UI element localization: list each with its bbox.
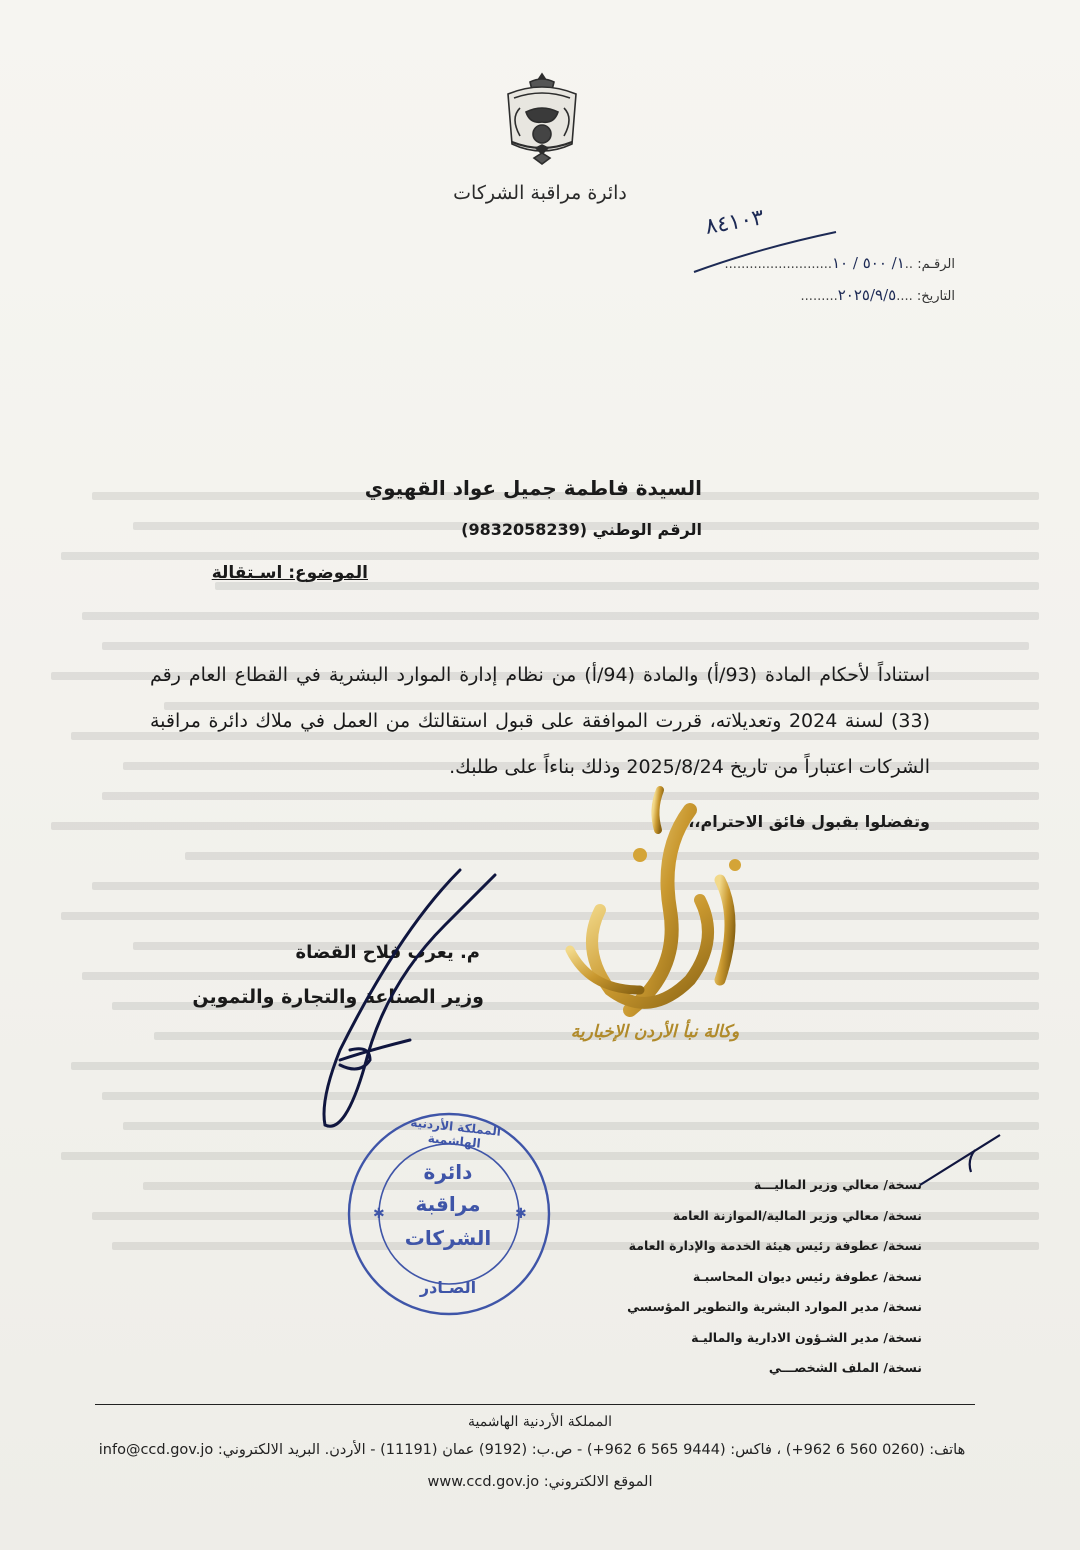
- letter-body: استناداً لأحكام المادة (93/أ) والمادة (94/أ) من نظام إدارة الموارد البشرية في القطاع العام رقم (33) لسنة 2024 وتعديلاته، قررت الموافقة على قبول استقالتك من العمل في ملاك دائرة مراقبة الشركات اعتباراً من تاريخ 2025/8/24 وذلك بناءاً على طلبك.: [150, 664, 931, 778]
- svg-text:✱: ✱: [373, 1206, 385, 1222]
- signer-title: وزير الصناعة والتجارة والتموين: [192, 986, 484, 1008]
- closing-regards: وتفضلوا بقبول فائق الاحترام،،،: [682, 812, 930, 831]
- copy-recipient: نسخة/ الملف الشخصـــي: [768, 1360, 922, 1375]
- reference-number-value: ١/ ٥٠٠ / ١٠: [832, 254, 905, 272]
- letter-subject: الموضوع: اسـتقالة: [211, 563, 368, 583]
- news-agency-watermark-logo: [540, 770, 770, 1060]
- copy-recipient: نسخة/ مدير الشـؤون الادارية والماليـة: [691, 1329, 922, 1345]
- reference-number-row: الرقـم: ..١/ ٥٠٠ / ١٠..........................: [724, 254, 955, 272]
- signer-name: م. يعرب فلاح القضاة: [295, 942, 480, 963]
- copy-recipient: نسخة/ معالي وزير الماليـــة: [753, 1177, 922, 1192]
- footer-divider: [95, 1404, 975, 1405]
- stamp-ring-text: المملكة الأردنية الهاشمية: [409, 1115, 502, 1151]
- svg-text:✱: ✱: [515, 1206, 527, 1222]
- department-name: دائرة مراقبة الشركات: [453, 182, 627, 204]
- stamp-bottom-text: الصـادر: [419, 1278, 477, 1297]
- footer-contact-info: هاتف: (0260 560 6 962+) ، فاكس: (9444 565 6 962+) - ص.ب: (9192) عمان (11191) - الأردن. البريد الالكتروني: info@ccd.gov.jo: [98, 1442, 966, 1458]
- signature-graphic: [280, 860, 510, 1140]
- royal-emblem-icon: [492, 68, 592, 168]
- reference-date-value: ٢٠٢٥/٩/٥: [837, 286, 897, 304]
- stamp-line-3: الشركات: [404, 1226, 492, 1250]
- copy-recipient: نسخة/ مدير الموارد البشرية والتطوير المؤسسي: [627, 1299, 922, 1314]
- copies-list: [502, 1170, 922, 1384]
- recipient-name: السيدة فاطمة جميل عواد القهيوي: [364, 476, 702, 500]
- stamp-line-2: مراقبة: [415, 1192, 481, 1216]
- watermark-caption: وكالة نبأ الأردن الإخبارية: [570, 1022, 740, 1042]
- copies-bracket-stroke: [915, 1130, 1005, 1190]
- reference-number-label: الرقـم:: [917, 257, 955, 272]
- reference-date-row: التاريخ: ....٢٠٢٥/٩/٥.........: [800, 286, 955, 304]
- copy-recipient: نسخة/ معالي وزير المالية/الموازنة العامة: [672, 1207, 922, 1223]
- copy-recipient: نسخة/ عطوفة رئيس هيئة الخدمة والإدارة العامة: [628, 1238, 922, 1253]
- footer-country: المملكة الأردنية الهاشمية: [467, 1414, 613, 1430]
- copy-recipient: نسخة/ عطوفة رئيس ديوان المحاسبـة: [692, 1268, 922, 1284]
- reference-date-label: التاريخ:: [916, 289, 955, 304]
- handwritten-reference-number: ٨٤١٠٣: [703, 205, 766, 240]
- recipient-national-id: الرقم الوطني (9832058239): [461, 520, 702, 539]
- stamp-line-1: دائرة: [423, 1160, 473, 1184]
- footer-website: الموقع الالكتروني: www.ccd.gov.jo: [427, 1474, 653, 1490]
